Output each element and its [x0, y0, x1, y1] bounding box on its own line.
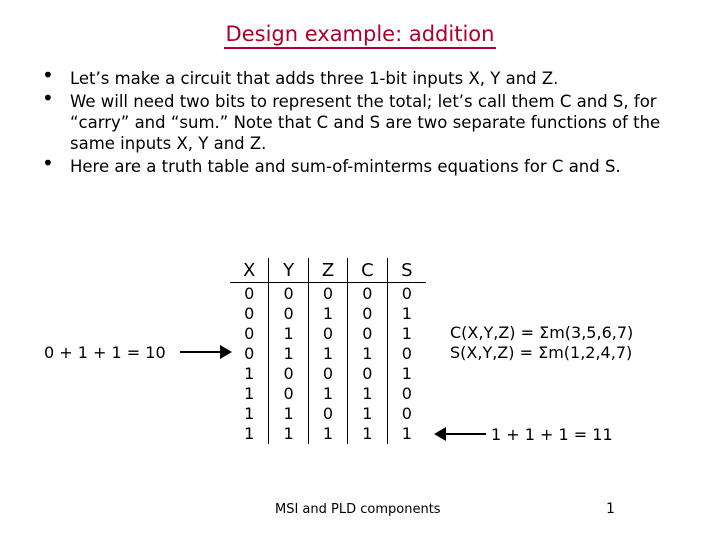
- equations: [450, 323, 633, 363]
- page-number: 1: [606, 501, 615, 517]
- column-header: C: [348, 258, 387, 283]
- truth-table-cell: 1: [387, 424, 426, 444]
- bullet-item: • Let’s make a circuit that adds three 1-bit inputs X, Y and Z.: [42, 68, 692, 89]
- truth-table-row: [230, 323, 426, 343]
- truth-table-row: [230, 363, 426, 383]
- truth-table-cell: 0: [244, 303, 255, 323]
- truth-table-cell: 1: [387, 323, 426, 343]
- truth-table-cell: 0: [244, 283, 255, 303]
- truth-table-cell: 0: [269, 283, 308, 304]
- slide-title: Design example: addition: [0, 22, 720, 49]
- truth-table-row: [230, 404, 426, 424]
- truth-table-cell: 0: [387, 283, 426, 304]
- truth-table-row: [230, 343, 426, 363]
- truth-table-cell: 0: [269, 303, 308, 323]
- truth-table-row: [230, 303, 426, 323]
- bullet-item: • Here are a truth table and sum-of-minterms equations for C and S.: [42, 156, 692, 177]
- truth-table-cell: 0: [308, 363, 347, 383]
- truth-table-cell: 0: [244, 343, 255, 363]
- truth-table-cell: 0: [308, 404, 347, 424]
- truth-table-cell: 1: [348, 404, 387, 424]
- truth-table-cell: 1: [269, 424, 308, 444]
- sum-equation: S(X,Y,Z) = Σm(1,2,4,7): [450, 343, 633, 362]
- truth-table-cell: 1: [348, 384, 387, 404]
- truth-table-cell: 0: [269, 384, 308, 404]
- truth-table-cell: 0: [269, 363, 308, 383]
- truth-table-cell: 1: [387, 363, 426, 383]
- truth-table-cell: 0: [387, 343, 426, 363]
- truth-table-cell: 0: [387, 404, 426, 424]
- truth-table-body: [230, 283, 426, 445]
- column-header: Y: [269, 258, 308, 283]
- truth-table-cell: 1: [348, 343, 387, 363]
- truth-table: [230, 258, 426, 444]
- column-header: S: [387, 258, 426, 283]
- bullet-item: • We will need two bits to represent the total; let’s call them C and S, for “carry” and “sum.” Note that C and S are two separate functions of the same inputs X, Y and Z.: [42, 91, 692, 154]
- truth-table-cell: 1: [348, 424, 387, 444]
- truth-table-cell: 0: [308, 283, 347, 304]
- truth-table-cell: 1: [308, 384, 347, 404]
- truth-table-cell: 1: [308, 343, 347, 363]
- example-left-label: 0 + 1 + 1 = 10: [44, 343, 166, 362]
- footer-text: MSI and PLD components: [275, 502, 441, 517]
- example-right-label: 1 + 1 + 1 = 11: [491, 425, 613, 444]
- truth-table-cell: 1: [308, 303, 347, 323]
- truth-table-cell: 1: [308, 424, 347, 444]
- truth-table-cell: 0: [244, 323, 255, 343]
- left-arrow-icon: [444, 433, 486, 435]
- truth-table-row: [230, 384, 426, 404]
- truth-table-cell: 0: [348, 363, 387, 383]
- truth-table-cell: 1: [387, 303, 426, 323]
- truth-table-cell: 1: [244, 364, 255, 383]
- truth-table-cell: 0: [387, 384, 426, 404]
- carry-equation: C(X,Y,Z) = Σm(3,5,6,7): [450, 323, 634, 342]
- truth-table-cell: 1: [244, 424, 255, 444]
- truth-table-header-row: [230, 258, 426, 283]
- truth-table-cell: 1: [244, 384, 255, 404]
- truth-table-cell: 1: [244, 404, 255, 424]
- bullet-list: [42, 68, 692, 179]
- right-arrow-icon: [180, 351, 222, 353]
- truth-table-cell: 1: [269, 404, 308, 424]
- column-header: Z: [308, 258, 347, 283]
- column-header: X: [230, 258, 269, 283]
- truth-table-cell: 0: [348, 283, 387, 304]
- truth-table-row: [230, 424, 426, 444]
- truth-table-cell: 0: [348, 323, 387, 343]
- truth-table-cell: 0: [308, 323, 347, 343]
- truth-table-cell: 1: [269, 343, 308, 363]
- truth-table-cell: 0: [348, 303, 387, 323]
- truth-table-cell: 1: [269, 323, 308, 343]
- truth-table-row: [230, 283, 426, 304]
